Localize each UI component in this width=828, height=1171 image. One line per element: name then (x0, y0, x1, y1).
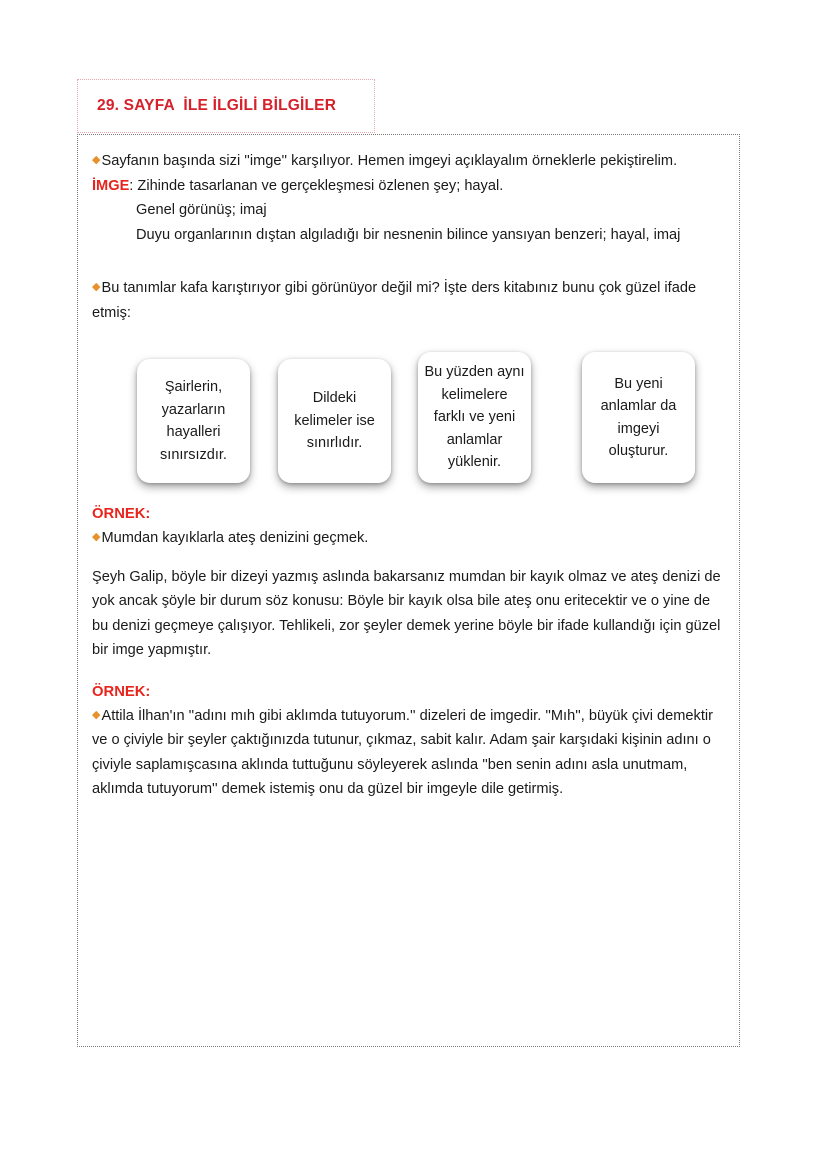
example-1-explanation: Şeyh Galip, böyle bir dizeyi yazmış aslında bakarsanız mumdan bir kayık olmaz ve ateş denizi de yok ancak şöyle bir durum söz konusu: Böyle bir kayık olsa bile ateş onu eritecektir ve o yine de bu denizi geçmeye çalışıyor. Tehlikeli, zor şeyler demek yerine böyle bir ifade kullandığı için güzel bir imge yapmıştır. (92, 568, 721, 658)
example-1-bullet (92, 525, 721, 551)
page-title: 29. SAYFA İLE İLGİLİ BİLGİLER (97, 97, 337, 114)
concept-box-text: Bu yüzden aynı kelimelere farklı ve yeni anlamlar yüklenir. (424, 364, 525, 471)
intro-paragraph (92, 148, 721, 174)
content-panel (77, 134, 740, 1047)
concept-box-text: Şairlerin, yazarların hayalleri sınırsızdır. (160, 379, 227, 463)
concept-box (418, 352, 531, 483)
imge-definition-3 (92, 223, 721, 248)
spacer (92, 663, 721, 681)
diamond-bullet-icon: ◆ (92, 531, 101, 543)
concept-box-text: Bu yeni anlamlar da imgeyi oluşturur. (600, 375, 677, 459)
concept-boxes-container (92, 343, 721, 493)
concept-box (582, 352, 695, 483)
imge-label: İMGE (92, 177, 130, 194)
imge-def-text-2: Genel görünüş; imaj (136, 202, 267, 218)
example-1-heading: ÖRNEK: (92, 506, 151, 522)
concept-box-text: Dildeki kelimeler ise sınırlıdır. (294, 390, 375, 452)
imge-definition-2 (92, 198, 721, 223)
example-2-bullet-text: Attila İlhan'ın ''adını mıh gibi aklımda tutuyorum.'' dizeleri de imgedir. ''Mıh'', büyük çivi demektir ve o çiviyle bir şeyler çaktığınızda tutunur, çıkmaz, sabit kalır. Adam şair karşıdaki kişinin adını o çiviyle saplamışcasına aklında tuttuğunu söyleyerek aslında ''ben senin adını asla unutmam, aklımda tutuyorum'' demek istemiş onu da güzel bir imgeyle dile getirmiş. (92, 707, 713, 797)
diamond-bullet-icon: ◆ (92, 281, 101, 293)
spacer (92, 325, 721, 343)
spacer (92, 247, 721, 275)
imge-definition-1 (92, 174, 721, 199)
lead-in-paragraph (92, 275, 721, 325)
imge-def-text-1: : Zihinde tasarlanan ve gerçekleşmesi özlenen şey; hayal. (129, 177, 504, 194)
intro-line-1: Sayfanın başında sizi ''imge'' karşılıyor. Hemen imgeyi açıklayalım örneklerle pekiştirelim. (101, 153, 678, 169)
concept-box (137, 359, 250, 483)
diamond-bullet-icon: ◆ (92, 154, 101, 166)
spacer (92, 493, 721, 503)
diamond-bullet-icon: ◆ (92, 708, 101, 721)
page-title-box (77, 79, 375, 133)
example-2-bullet (92, 703, 721, 802)
spacer (92, 551, 721, 565)
imge-def-text-3: Duyu organlarının dıştan algıladığı bir nesnenin bilince yansıyan benzeri; hayal, imaj (136, 226, 681, 243)
concept-box (278, 359, 391, 483)
example-1-bullet-text: Mumdan kayıklarla ateş denizini geçmek. (101, 530, 369, 546)
example-2-heading: ÖRNEK: (92, 683, 151, 700)
lead-in-text: Bu tanımlar kafa karıştırıyor gibi görünüyor değil mi? İşte ders kitabınız bunu çok güzel ifade etmiş: (92, 280, 697, 321)
